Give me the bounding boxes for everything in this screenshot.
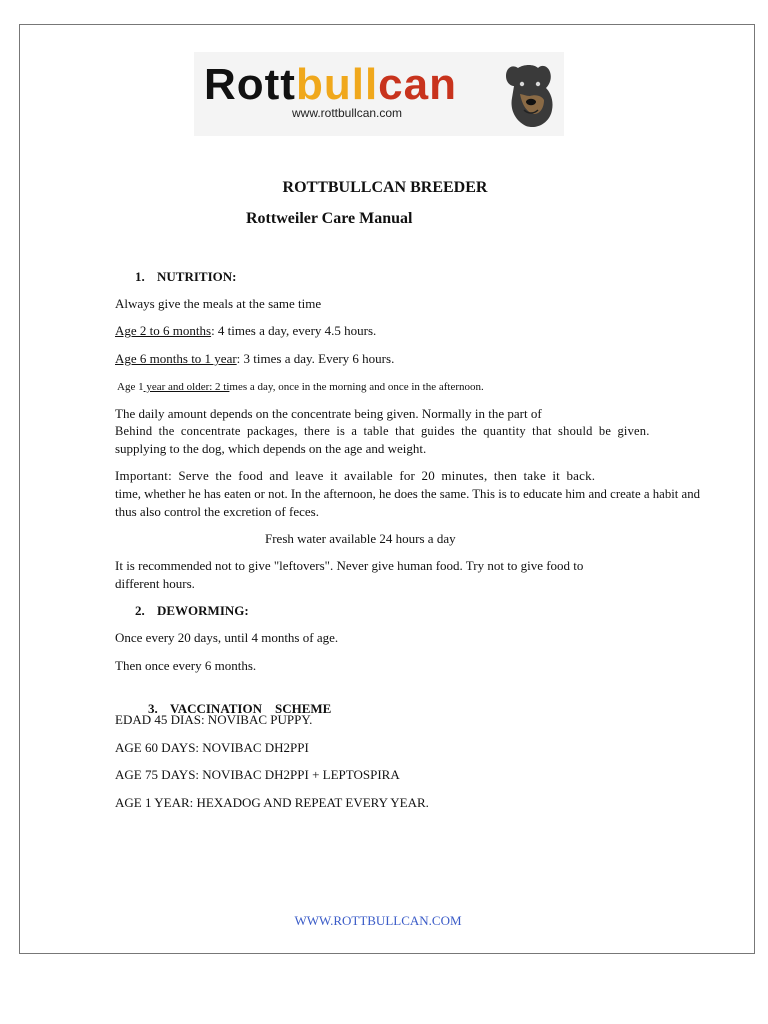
paragraph-leftovers-line-1: It is recommended not to give "leftovers". Never give human food. Try not to give food to — [115, 558, 584, 573]
age-label: year and older: 2 ti — [143, 381, 230, 393]
paragraph-amount-line-1: The daily amount depends on the concentrate being given. Normally in the part of — [115, 406, 542, 421]
paragraph-important-line-1: Important: Serve the food and leave it available for 20 minutes, then take it back. — [115, 468, 596, 483]
section-number: 3. — [148, 701, 158, 716]
section-heading-deworming — [115, 603, 249, 619]
logo-word-part2: bull — [295, 60, 379, 109]
logo-word-part3: can — [378, 60, 457, 109]
section-number: 2. — [135, 603, 145, 618]
paragraph-age-2-6-months — [115, 323, 376, 339]
logo-word-part1: Rott — [204, 60, 296, 109]
age-text: : 3 times a day. Every 6 hours. — [236, 351, 395, 366]
section-heading-text: DEWORMING: — [157, 603, 249, 618]
document-subtitle: Rottweiler Care Manual — [246, 210, 413, 227]
paragraph-deworming-1: Once every 20 days, until 4 months of age. — [115, 630, 339, 645]
paragraph-age-1-year-older — [117, 379, 484, 395]
age-label: Age 6 months to 1 year — [115, 351, 237, 366]
rottweiler-head-icon — [500, 58, 558, 130]
age-text: mes a day, once in the morning and once in the afternoon. — [229, 381, 484, 393]
age-text: : 4 times a day, every 4.5 hours. — [211, 323, 377, 338]
section-heading-nutrition — [115, 269, 236, 285]
paragraph-leftovers-line-2: different hours. — [115, 576, 195, 591]
paragraph-important-line-2: time, whether he has eaten or not. In the afternoon, he does the same. This is to educate him and create a habit and — [115, 487, 701, 501]
vaccination-item: AGE 1 YEAR: HEXADOG AND REPEAT EVERY YEAR. — [115, 795, 429, 810]
logo-wordmark — [204, 60, 457, 110]
vaccination-item: AGE 60 DAYS: NOVIBAC DH2PPI — [115, 740, 309, 755]
paragraph-deworming-2: Then once every 6 months. — [115, 658, 257, 673]
age-prefix: Age 1 — [117, 381, 144, 393]
section-number: 1. — [135, 269, 145, 284]
footer-website-link[interactable]: WWW.ROTTBULLCAN.COM — [294, 913, 462, 928]
document-page — [19, 24, 755, 954]
vaccination-item: AGE 75 DAYS: NOVIBAC DH2PPI + LEPTOSPIRA — [115, 767, 400, 782]
paragraph-important-line-3: thus also control the excretion of feces. — [115, 504, 319, 519]
logo-url: www.rottbullcan.com — [292, 106, 403, 120]
section-heading-text: NUTRITION: — [157, 269, 237, 284]
paragraph-amount-line-3: supplying to the dog, which depends on the age and weight. — [115, 441, 427, 456]
section-heading-text: VACCINATION SCHEME — [170, 701, 332, 716]
brand-logo — [194, 52, 564, 136]
age-label: Age 2 to 6 months — [115, 323, 212, 338]
paragraph-amount-line-2: Behind the concentrate packages, there is a table that guides the quantity that should be given. — [115, 424, 650, 438]
vaccination-item: EDAD 45 DIAS: NOVIBAC PUPPY. — [115, 712, 313, 727]
document-title: ROTTBULLCAN BREEDER — [282, 179, 488, 196]
paragraph-age-6-months-1-year — [115, 351, 394, 367]
paragraph-fresh-water: Fresh water available 24 hours a day — [265, 531, 456, 546]
paragraph-meals: Always give the meals at the same time — [115, 296, 322, 311]
